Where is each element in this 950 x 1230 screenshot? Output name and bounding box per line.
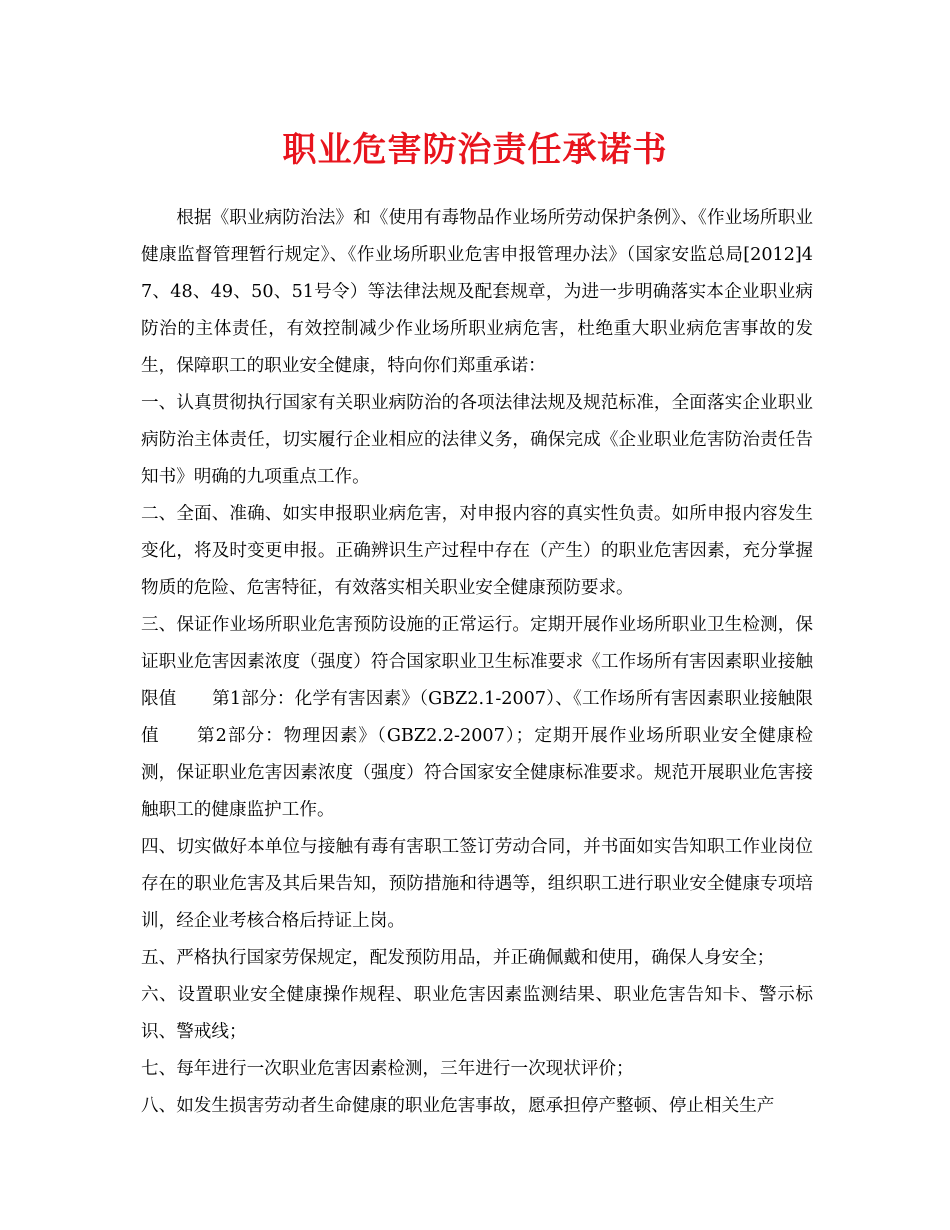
paragraph-item-4: 四、切实做好本单位与接触有毒有害职工签订劳动合同，并书面如实告知职工作业岗位存在的职业危害及其后果告知，预防措施和待遇等，组织职工进行职业安全健康专项培训，经企业考核合格后持证上岗。 xyxy=(141,837,813,931)
paragraph-item-1: 一、认真贯彻执行国家有关职业病防治的各项法律法规及规范标准，全面落实企业职业病防治主体责任，切实履行企业相应的法律义务，确保完成《企业职业危害防治责任告知书》明确的九项重点工作。 xyxy=(141,393,813,487)
paragraph-item-7: 七、每年进行一次职业危害因素检测，三年进行一次现状评价； xyxy=(141,1059,634,1079)
paragraph-preamble: 根据《职业病防治法》和《使用有毒物品作业场所劳动保护条例》、《作业场所职业健康监督管理暂行规定》、《作业场所职业危害申报管理办法》（国家安监总局[2012]47、48、49、50、51号令）等法律法规及配套规章，为进一步明确落实本企业职业病防治的主体责任，有效控制减少作业场所职业病危害，杜绝重大职业病危害事故的发生，保障职工的职业安全健康，特向你们郑重承诺： xyxy=(141,208,813,376)
document-body xyxy=(141,200,813,1125)
paragraph-item-6: 六、设置职业安全健康操作规程、职业危害因素监测结果、职业危害告知卡、警示标识、警戒线； xyxy=(141,985,813,1042)
document-title: 职业危害防治责任承诺书 xyxy=(282,130,668,170)
paragraph-item-5: 五、严格执行国家劳保规定，配发预防用品，并正确佩戴和使用，确保人身安全； xyxy=(141,948,775,968)
paragraph-item-8: 八、如发生损害劳动者生命健康的职业危害事故，愿承担停产整顿、停止相关生产 xyxy=(141,1096,775,1116)
paragraph-item-3: 三、保证作业场所职业危害预防设施的正常运行。定期开展作业场所职业卫生检测，保证职业危害因素浓度（强度）符合国家职业卫生标准要求《工作场所有害因素职业接触限值 第1部分：化学有害因素》（GBZ2.1-2007）、《工作场所有害因素职业接触限值 第2部分：物理因素》（GBZ2.2-2007）；定期开展作业场所职业安全健康检测，保证职业危害因素浓度（强度）符合国家安全健康标准要求。规范开展职业危害接触职工的健康监护工作。 xyxy=(141,615,813,820)
paragraph-item-2: 二、全面、准确、如实申报职业病危害，对申报内容的真实性负责。如所申报内容发生变化，将及时变更申报。正确辨识生产过程中存在（产生）的职业危害因素，充分掌握物质的危险、危害特征，有效落实相关职业安全健康预防要求。 xyxy=(141,504,813,598)
